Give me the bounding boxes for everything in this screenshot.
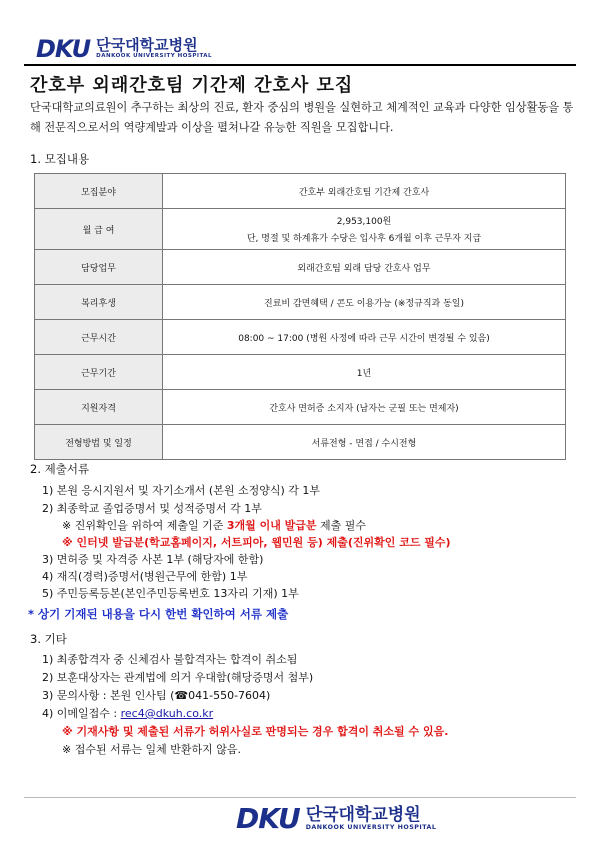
table-row: [35, 320, 566, 355]
document-item: 2) 최종학교 졸업증명서 및 성적증명서 각 1부: [42, 502, 262, 515]
table-row: [35, 425, 566, 460]
logo-english-name: DANKOOK UNIVERSITY HOSPITAL: [96, 53, 213, 59]
table-row: [35, 174, 566, 209]
hospital-logo: [36, 35, 213, 63]
row-label: 모집분야: [35, 174, 163, 209]
row-value: 간호부 외래간호팀 기간제 간호사: [163, 174, 566, 209]
email-label: 4) 이메일접수 :: [42, 707, 121, 720]
footer-hospital-logo: [236, 802, 437, 835]
page-title: 간호부 외래간호팀 기간제 간호사 모집: [30, 75, 354, 96]
row-value: 외래간호팀 외래 담당 간호사 업무: [163, 250, 566, 285]
email-link[interactable]: rec4@dkuh.co.kr: [120, 707, 214, 720]
row-label: 담당업무: [35, 250, 163, 285]
note-text: ※ 진위확인을 위하여 제출일 기준: [62, 519, 227, 532]
document-item: 1) 본원 응시지원서 및 자기소개서 (본원 소정양식) 각 1부: [42, 484, 320, 497]
etc-item: 2) 보훈대상자는 관계법에 의거 우대함(해당증명서 첨부): [42, 671, 314, 684]
header-divider: [24, 64, 576, 66]
table-row: [35, 250, 566, 285]
row-value: 서류전형 - 면접 / 수시전형: [163, 425, 566, 460]
row-label: 전형방법 및 일정: [35, 425, 163, 460]
internet-issuance-note: ※ 인터넷 발급분(학교홈페이지, 서트피아, 웹민원 등) 제출(진위확인 코드 필수): [62, 536, 451, 549]
logo-mark: DKU: [36, 35, 91, 63]
note-highlight: 3개월 이내 발급분: [226, 519, 317, 532]
row-value: 간호사 면허증 소지자 (남자는 군필 또는 면제자): [163, 390, 566, 425]
document-item: 3) 면허증 및 자격증 사본 1부 (해당자에 한함): [42, 553, 264, 566]
document-item: 4) 재직(경력)증명서(병원근무에 한함) 1부: [42, 570, 248, 583]
note-text: 제출 필수: [316, 519, 367, 532]
row-value: 진료비 감면혜택 / 콘도 이용가능 (※정규직과 동일): [163, 285, 566, 320]
logo-korean-name: 단국대학교병원: [96, 36, 198, 54]
row-value: 08:00 ~ 17:00 (병원 사정에 따라 근무 시간이 변경될 수 있음): [163, 320, 566, 355]
intro-paragraph: 단국대학교의료원이 추구하는 최상의 진료, 환자 중심의 병원을 실현하고 체계적인 교육과 다양한 임상활동을 통해 전문직으로서의 역량계발과 이상을 펼쳐나갈 유능한 직원을 모집합니다.: [30, 101, 574, 134]
etc-item: 1) 최종합격자 중 신체검사 불합격자는 합격이 취소됨: [42, 653, 298, 666]
row-value: 1년: [163, 355, 566, 390]
table-row: [35, 285, 566, 320]
logo-mark: DKU: [236, 802, 300, 835]
row-label: 근무기간: [35, 355, 163, 390]
verification-note: [62, 518, 366, 534]
section-heading-documents: 2. 제출서류: [30, 462, 90, 476]
table-row: [35, 209, 566, 250]
section-heading-recruitment: 1. 모집내용: [30, 152, 90, 166]
footer-divider: [24, 797, 576, 798]
etc-item-email: [42, 706, 213, 722]
false-info-warning: ※ 기재사항 및 제출된 서류가 허위사실로 판명되는 경우 합격이 취소될 수 있음.: [62, 725, 449, 738]
no-return-note: ※ 접수된 서류는 일체 반환하지 않음.: [62, 743, 241, 756]
row-label: 근무시간: [35, 320, 163, 355]
logo-english-name: DANKOOK UNIVERSITY HOSPITAL: [305, 824, 437, 831]
row-label: 월 급 여: [35, 209, 163, 250]
recruitment-table: [34, 173, 566, 460]
salary-amount: 2,953,100원: [336, 217, 392, 227]
section-heading-etc: 3. 기타: [30, 632, 67, 646]
salary-note: 단, 명절 및 하계휴가 수당은 입사후 6개월 이후 근무자 지급: [246, 234, 482, 244]
document-item: 5) 주민등록등본(본인주민등록번호 13자리 기재) 1부: [42, 587, 299, 600]
logo-korean-name: 단국대학교병원: [305, 805, 421, 825]
etc-item: 3) 문의사항 : 본원 인사팀 (☎041-550-7604): [42, 689, 271, 702]
table-row: [35, 355, 566, 390]
row-label: 지원자격: [35, 390, 163, 425]
document-check-notice: * 상기 기재된 내용을 다시 한번 확인하여 서류 제출: [28, 607, 289, 621]
row-value: [163, 209, 566, 250]
table-row: [35, 390, 566, 425]
row-label: 복리후생: [35, 285, 163, 320]
